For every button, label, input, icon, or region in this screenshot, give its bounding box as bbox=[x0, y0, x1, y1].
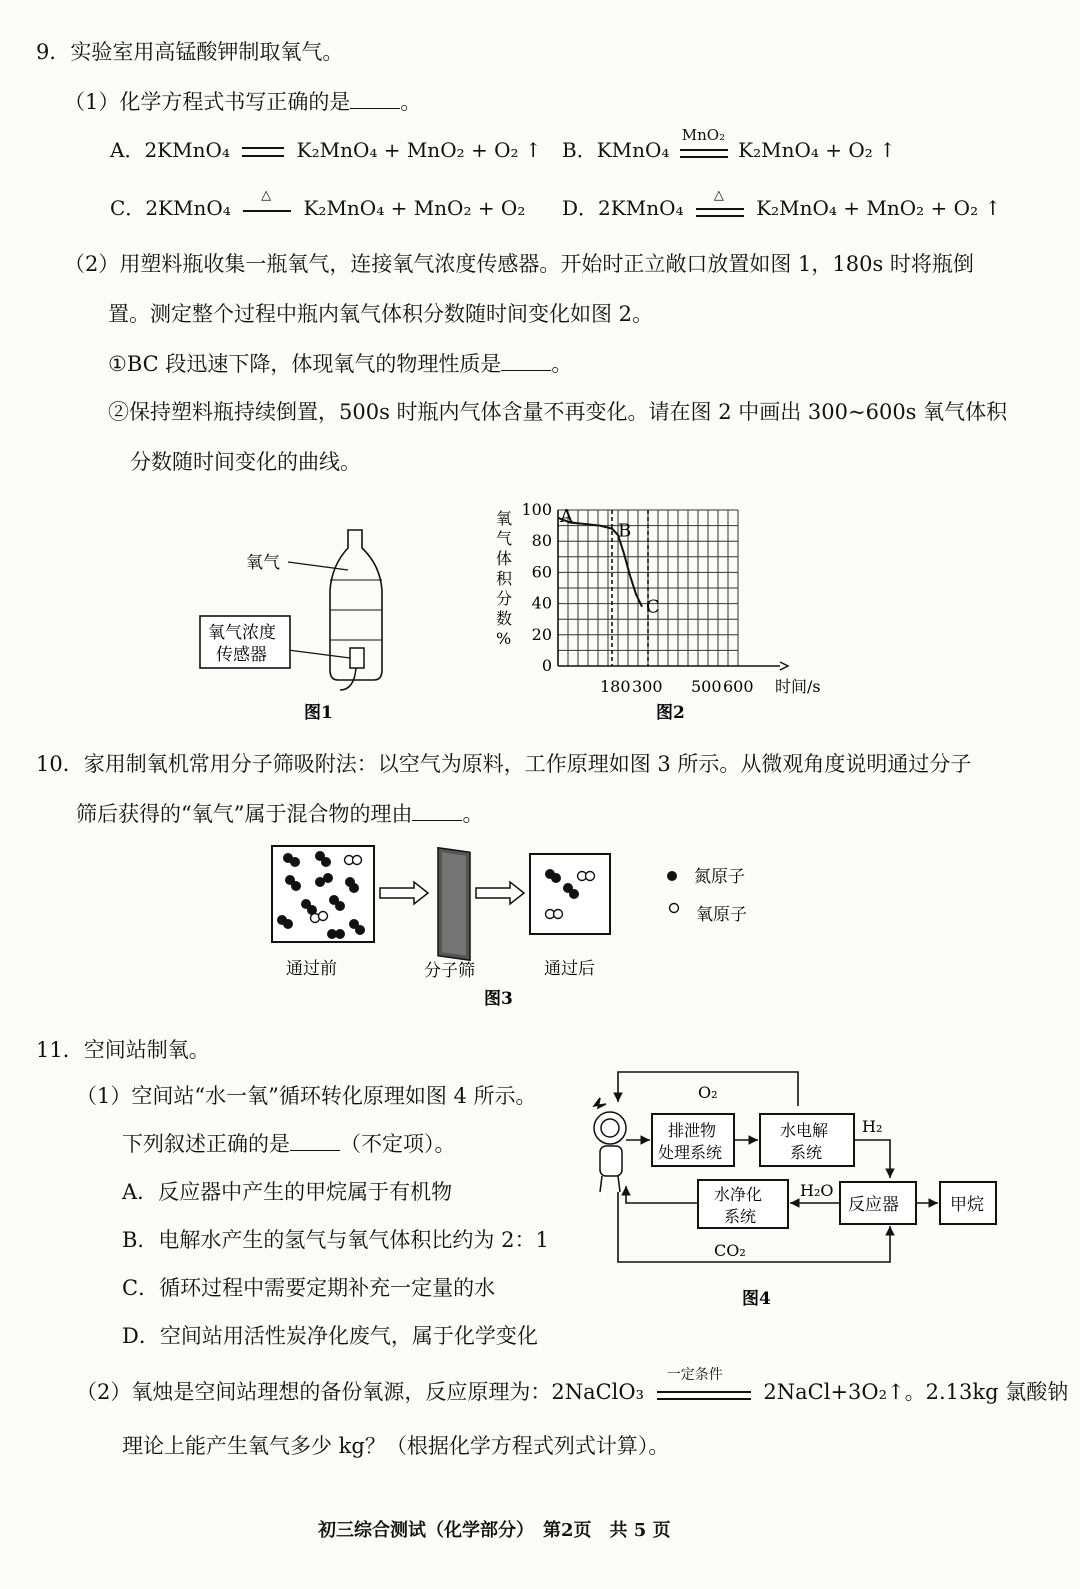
legend-nitrogen: 氮原子 bbox=[694, 867, 745, 887]
box-electrolysis-line1: 水电解 bbox=[780, 1121, 829, 1140]
q10-line1: 10．家用制氧机常用分子筛吸附法：以空气为原料，工作原理如图 3 所示。从微观角度说明通过分子 bbox=[36, 752, 972, 776]
q9-part2-ii-line2: 分数随时间变化的曲线。 bbox=[130, 450, 361, 474]
q11-option-a: A．反应器中产生的甲烷属于有机物 bbox=[122, 1180, 453, 1204]
y-tick-label: 80 bbox=[531, 531, 552, 551]
q9-part2-line1: （2）用塑料瓶收集一瓶氧气，连接氧气浓度传感器。开始时正立敞口放置如图 1，180s 时将瓶倒 bbox=[64, 252, 974, 276]
option-d: D．2KMnO₄ △ K₂MnO₄ + MnO₂ + O₂ ↑ bbox=[562, 187, 1002, 220]
y-label-char: 体 bbox=[496, 549, 513, 568]
q10-line2: 筛后获得的“氧气”属于混合物的理由 。 bbox=[76, 802, 484, 826]
h2o-label: H₂O bbox=[800, 1181, 834, 1200]
answer-blank[interactable] bbox=[350, 90, 400, 109]
right-arrow-icon bbox=[380, 882, 428, 904]
x-tick-label-180: 180 bbox=[600, 677, 631, 696]
y-label-char: 数 bbox=[496, 609, 513, 628]
after-label: 通过后 bbox=[544, 959, 595, 979]
q11-title: 11．空间站制氧。 bbox=[36, 1038, 210, 1062]
q11-option-d: D．空间站用活性炭净化废气，属于化学变化 bbox=[122, 1324, 538, 1348]
option-c: C．2KMnO₄ △ K₂MnO₄ + MnO₂ + O₂ bbox=[110, 187, 526, 220]
box-methane: 甲烷 bbox=[950, 1195, 984, 1215]
co2-label: CO₂ bbox=[714, 1241, 746, 1260]
y-tick-label: 40 bbox=[531, 593, 552, 613]
x-tick-label-300: 300 bbox=[632, 677, 663, 696]
figure-1-caption: 图1 bbox=[304, 703, 333, 723]
option-b: B．KMnO₄ MnO₂ K₂MnO₄ + O₂ ↑ bbox=[562, 125, 896, 162]
y-tick-label: 60 bbox=[531, 562, 552, 582]
box-excretion-line1: 排泄物 bbox=[668, 1121, 717, 1140]
right-arrow-icon bbox=[476, 882, 524, 904]
answer-blank[interactable] bbox=[290, 1132, 340, 1151]
y-label-char: 气 bbox=[496, 529, 513, 548]
h2-label: H₂ bbox=[862, 1117, 883, 1136]
figure-3-caption: 图3 bbox=[484, 989, 513, 1009]
q9-title: 9．实验室用高锰酸钾制取氧气。 bbox=[36, 40, 344, 64]
q9-part1: （1）化学方程式书写正确的是 。 bbox=[64, 90, 422, 114]
figure-4-caption: 图4 bbox=[742, 1289, 771, 1309]
y-label-char: 积 bbox=[496, 569, 513, 588]
q11-option-b: B．电解水产生的氢气与氧气体积比约为 2：1 bbox=[122, 1228, 549, 1252]
page-footer: 初三综合测试（化学部分） 第2页 共 5 页 bbox=[318, 1520, 671, 1541]
condition-label: 一定条件 bbox=[666, 1366, 723, 1383]
point-label-C: C bbox=[646, 596, 660, 618]
y-label-char: 氧 bbox=[496, 509, 513, 528]
oxygen-label: 氧气 bbox=[246, 553, 280, 573]
q9-part2-i: ①BC 段迅速下降，体现氧气的物理性质是 。 bbox=[108, 352, 573, 376]
box-excretion-line2: 处理系统 bbox=[658, 1143, 723, 1162]
figure-4 bbox=[572, 1062, 1032, 1316]
q9-part2-ii-line1: ②保持塑料瓶持续倒置，500s 时瓶内气体含量不再变化。请在图 2 中画出 300~600s 氧气体积 bbox=[108, 400, 1008, 424]
sieve-label: 分子筛 bbox=[424, 961, 475, 981]
x-tick-label-600: 600 bbox=[723, 677, 754, 696]
condition-label: MnO₂ bbox=[681, 125, 726, 144]
point-label-A: A bbox=[560, 505, 573, 527]
y-label-char: 分 bbox=[496, 589, 513, 608]
q9-part2-line2: 置。测定整个过程中瓶内氧气体积分数随时间变化如图 2。 bbox=[108, 302, 654, 326]
figure-2-caption: 图2 bbox=[656, 703, 685, 723]
equals-sign bbox=[657, 1391, 751, 1400]
x-tick-label-500: 500 bbox=[691, 677, 722, 696]
legend-oxygen: 氧原子 bbox=[696, 905, 747, 925]
box-electrolysis-line2: 系统 bbox=[790, 1143, 823, 1162]
molecular-sieve bbox=[438, 848, 470, 960]
q11-part2-line1: （2）氧烛是空间站理想的备份氧源，反应原理为：2NaClO₃ 一定条件 2NaCl+3O₂↑。2.13kg 氯酸钠 bbox=[76, 1366, 1069, 1404]
heat-symbol: △ bbox=[261, 187, 272, 203]
nitrogen-atom-legend-icon bbox=[667, 871, 677, 881]
equals-sign bbox=[242, 147, 284, 157]
x-axis-arrow-icon bbox=[780, 662, 788, 670]
o2-label: O₂ bbox=[698, 1083, 718, 1102]
before-label: 通过前 bbox=[286, 959, 337, 979]
answer-blank[interactable] bbox=[501, 352, 551, 371]
arrow-line bbox=[243, 210, 291, 212]
sensor-probe bbox=[350, 648, 364, 668]
y-label-char: % bbox=[496, 629, 512, 648]
figure-3 bbox=[262, 838, 782, 1016]
q11-part1-line2: 下列叙述正确的是 （不定项）。 bbox=[122, 1132, 456, 1156]
box-reactor: 反应器 bbox=[848, 1195, 899, 1215]
q11-option-c: C．循环过程中需要定期补充一定量的水 bbox=[122, 1276, 496, 1300]
answer-blank[interactable] bbox=[412, 802, 462, 821]
y-tick-label: 100 bbox=[521, 500, 552, 519]
oxygen-atom-legend-icon bbox=[670, 904, 679, 913]
q11-part1-line1: （1）空间站“水一氧”循环转化原理如图 4 所示。 bbox=[76, 1084, 537, 1108]
chart-grid bbox=[558, 510, 788, 670]
figure-1 bbox=[190, 520, 410, 730]
figure-2-chart bbox=[488, 490, 848, 730]
chart-x-axis-label: 时间/s bbox=[775, 677, 821, 696]
option-a: A．2KMnO₄ K₂MnO₄ + MnO₂ + O₂ ↑ bbox=[110, 138, 542, 162]
astronaut-icon bbox=[594, 1098, 626, 1192]
box-purification-line1: 水净化 bbox=[714, 1185, 763, 1204]
sensor-label-line2: 传感器 bbox=[216, 645, 267, 665]
equals-sign bbox=[680, 149, 728, 158]
y-tick-label: 0 bbox=[541, 656, 552, 675]
box-purification-line2: 系统 bbox=[724, 1207, 757, 1226]
point-label-B: B bbox=[618, 520, 632, 542]
heat-symbol: △ bbox=[713, 187, 724, 203]
q11-part2-line2: 理论上能产生氧气多少 kg？（根据化学方程式列式计算）。 bbox=[122, 1434, 670, 1458]
y-tick-label: 20 bbox=[531, 624, 552, 644]
sensor-label-line1: 氧气浓度 bbox=[208, 623, 276, 643]
equals-sign bbox=[696, 208, 744, 217]
